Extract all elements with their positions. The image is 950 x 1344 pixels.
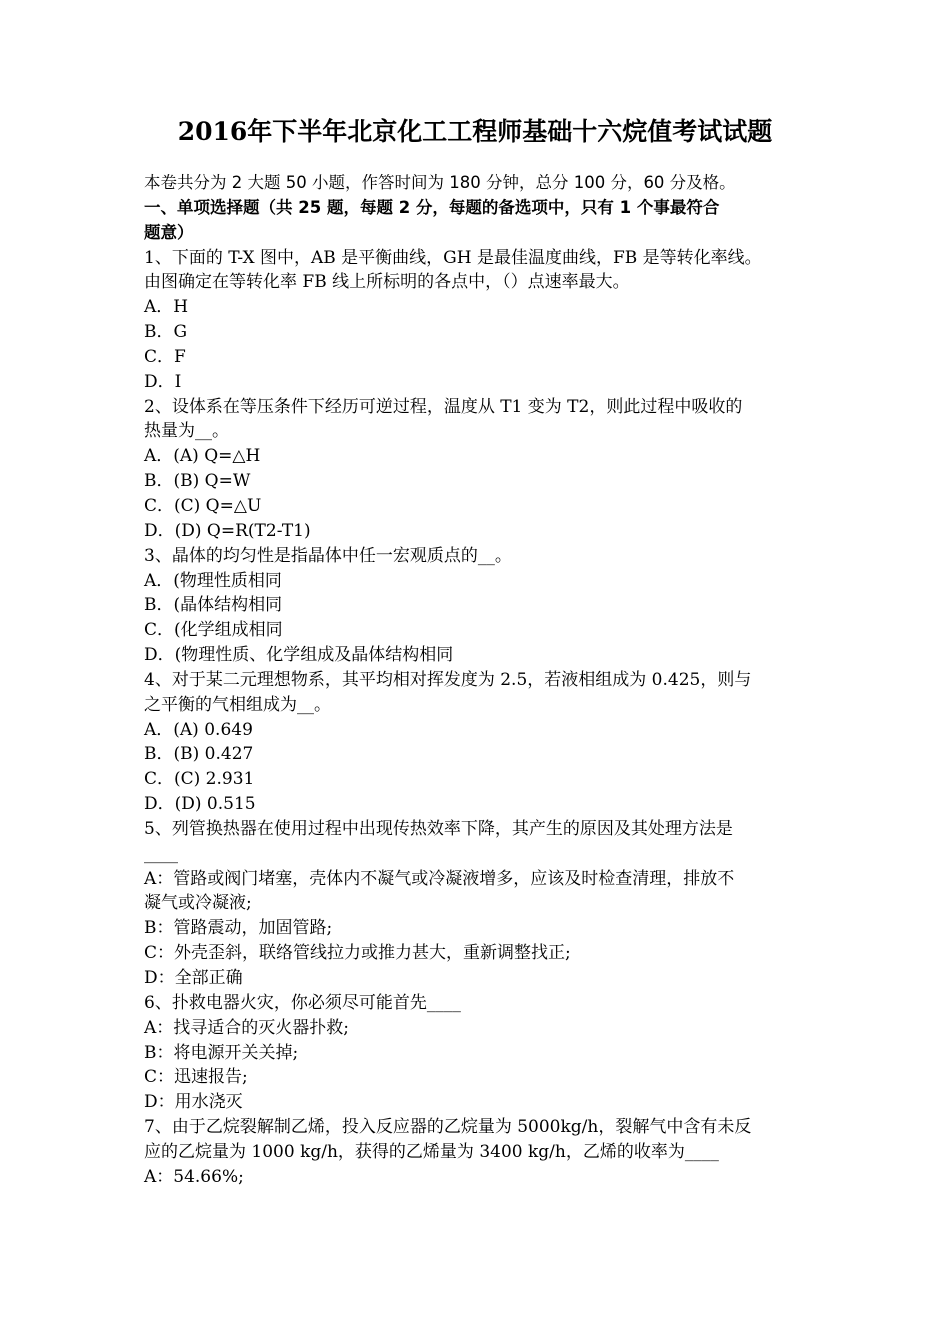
option-d: D．(物理性质、化学组成及晶体结构相同 <box>144 645 454 666</box>
question-stem: 2、设体系在等压条件下经历可逆过程，温度从 T1 变为 T2，则此过程中吸收的 <box>144 396 743 417</box>
section-heading-line-1: 一、单项选择题（共 25 题，每题 2 分，每题的备选项中，只有 1 个事最符合 <box>144 197 720 217</box>
option-a: A．(物理性质相同 <box>144 570 282 591</box>
question-stem: ____ <box>144 843 178 864</box>
option-a: A：54.66%; <box>144 1166 244 1187</box>
option-d: D．(D) 0.515 <box>144 794 256 815</box>
option-d: D：用水浇灭 <box>144 1092 243 1113</box>
option-c: C：外壳歪斜，联络管线拉力或推力甚大，重新调整找正; <box>144 943 571 964</box>
question-stem: 6、扑救电器火灾，你必须尽可能首先____ <box>144 992 461 1013</box>
question-2 <box>144 395 816 544</box>
question-stem: 4、对于某二元理想物系，其平均相对挥发度为 2.5，若液相组成为 0.425，则与 <box>144 669 752 690</box>
option-b: B：管路震动，加固管路; <box>144 918 333 939</box>
option-b: B．(晶体结构相同 <box>144 595 283 616</box>
question-4 <box>144 668 816 817</box>
question-stem: 1、下面的 T-X 图中，AB 是平衡曲线，GH 是最佳温度曲线，FB 是等转化率线。 <box>144 247 762 268</box>
option-c: C．F <box>144 346 186 367</box>
question-stem: 5、列管换热器在使用过程中出现传热效率下降，其产生的原因及其处理方法是 <box>144 818 733 839</box>
option-c: C．(C) 2.931 <box>144 769 255 790</box>
question-stem: 3、晶体的均匀性是指晶体中任一宏观质点的__。 <box>144 545 512 566</box>
option-b: B．G <box>144 322 188 343</box>
question-7 <box>144 1115 816 1190</box>
option-b: B．(B) Q=W <box>144 471 251 492</box>
question-stem: 之平衡的气相组成为__。 <box>144 694 331 715</box>
option-b: B．(B) 0.427 <box>144 744 254 765</box>
question-5 <box>144 817 816 991</box>
question-stem: 7、由于乙烷裂解制乙烯，投入反应器的乙烷量为 5000kg/h，裂解气中含有未反 <box>144 1117 752 1138</box>
option-c: C：迅速报告; <box>144 1067 248 1088</box>
option-d: D．(D) Q=R(T2-T1) <box>144 520 311 541</box>
question-stem: 由图确定在等转化率 FB 线上所标明的各点中，（）点速率最大。 <box>144 272 630 293</box>
option-d: D：全部正确 <box>144 968 243 988</box>
document-title: 2016年下半年北京化工工程师基础十六烷值考试试题 <box>177 117 773 146</box>
question-3 <box>144 544 816 668</box>
question-stem: 应的乙烷量为 1000 kg/h，获得的乙烯量为 3400 kg/h，乙烯的收率为____ <box>144 1141 719 1162</box>
option-a: A：找寻适合的灭火器扑救; <box>144 1017 350 1038</box>
option-c: C．(C) Q=△U <box>144 495 262 516</box>
option-b: B：将电源开关关掉; <box>144 1042 299 1063</box>
exam-intro: 本卷共分为 2 大题 50 小题，作答时间为 180 分钟，总分 100 分，60 分及格。 <box>144 173 736 192</box>
question-6 <box>144 991 816 1115</box>
question-stem: 热量为__。 <box>144 421 229 442</box>
option-a: A．H <box>144 297 189 318</box>
option-a: A．(A) 0.649 <box>144 719 253 740</box>
section-heading-line-2: 题意） <box>144 222 194 242</box>
option-a-continued: 凝气或冷凝液; <box>144 893 252 914</box>
question-1 <box>144 246 816 395</box>
document-body <box>144 171 816 1190</box>
option-c: C．(化学组成相同 <box>144 620 283 641</box>
option-d: D．I <box>144 371 182 392</box>
option-a: A．(A) Q=△H <box>144 446 261 467</box>
option-a: A：管路或阀门堵塞，壳体内不凝气或冷凝液增多，应该及时检查清理，排放不 <box>144 868 735 889</box>
